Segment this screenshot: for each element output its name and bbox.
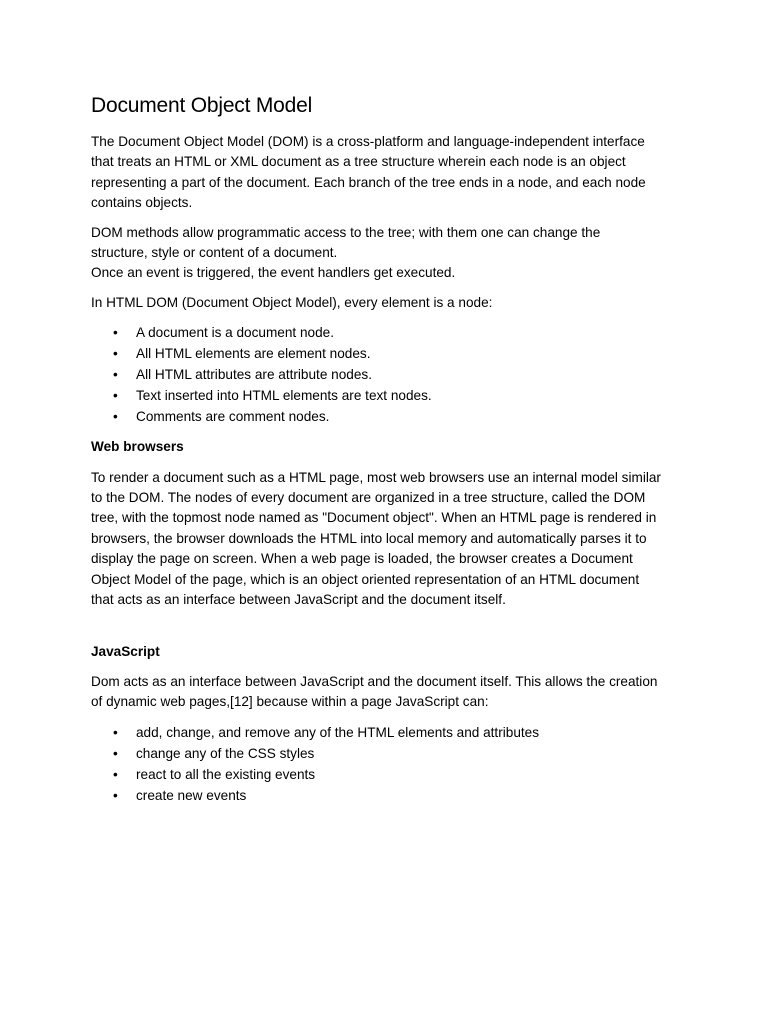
bullet-icon: •	[113, 325, 118, 341]
section-heading-javascript: JavaScript	[91, 643, 160, 659]
list-item-text: change any of the CSS styles	[136, 745, 315, 761]
methods-line: DOM methods allow programmatic access to the tree; with them one can change the	[91, 224, 601, 240]
intro-paragraph	[91, 132, 681, 214]
list-item	[91, 785, 681, 806]
list-item	[91, 722, 681, 743]
javascript-line: of dynamic web pages,[12] because within a page JavaScript can:	[91, 694, 489, 710]
bullet-icon: •	[113, 346, 118, 362]
list-item	[91, 322, 681, 343]
document-page	[91, 92, 681, 816]
web-browsers-line: that acts as an interface between JavaScript and the document itself.	[91, 592, 506, 608]
node-list	[91, 322, 681, 427]
node-intro-paragraph: In HTML DOM (Document Object Model), every element is a node:	[91, 294, 493, 310]
web-browsers-line: Object Model of the page, which is an object oriented representation of an HTML document	[91, 571, 640, 587]
list-item-text: A document is a document node.	[136, 325, 334, 341]
javascript-list	[91, 722, 681, 806]
list-item-text: add, change, and remove any of the HTML elements and attributes	[136, 724, 540, 740]
list-item	[91, 406, 681, 427]
bullet-icon: •	[113, 787, 118, 803]
web-browsers-paragraph	[91, 468, 681, 611]
bullet-icon: •	[113, 388, 118, 404]
list-item	[91, 343, 681, 364]
intro-line: that treats an HTML or XML document as a tree structure wherein each node is an object	[91, 154, 626, 170]
web-browsers-line: tree, with the topmost node named as "Document object". When an HTML page is rendered in	[91, 510, 657, 526]
intro-line: contains objects.	[91, 195, 193, 211]
page-title: Document Object Model	[91, 94, 313, 117]
web-browsers-line: To render a document such as a HTML page, most web browsers use an internal model similar	[91, 469, 661, 485]
list-item	[91, 743, 681, 764]
list-item-text: react to all the existing events	[136, 766, 316, 782]
bullet-icon: •	[113, 409, 118, 425]
list-item-text: create new events	[136, 787, 247, 803]
methods-line: Once an event is triggered, the event handlers get executed.	[91, 265, 456, 281]
list-item	[91, 385, 681, 406]
section-heading-web-browsers: Web browsers	[91, 439, 184, 455]
web-browsers-line: to the DOM. The nodes of every document are organized in a tree structure, called the DOM	[91, 490, 646, 506]
bullet-icon: •	[113, 745, 118, 761]
list-item	[91, 364, 681, 385]
javascript-paragraph	[91, 672, 681, 713]
methods-line: structure, style or content of a document.	[91, 245, 338, 261]
list-item-text: Comments are comment nodes.	[136, 409, 330, 425]
list-item-text: All HTML attributes are attribute nodes.	[136, 367, 372, 383]
list-item-text: Text inserted into HTML elements are text nodes.	[136, 388, 432, 404]
web-browsers-line: browsers, the browser downloads the HTML into local memory and automatically parses it to	[91, 530, 647, 546]
bullet-icon: •	[113, 367, 118, 383]
intro-line: representing a part of the document. Each branch of the tree ends in a node, and each node	[91, 174, 646, 190]
list-item-text: All HTML elements are element nodes.	[136, 346, 371, 362]
bullet-icon: •	[113, 766, 118, 782]
methods-paragraph	[91, 223, 681, 284]
list-item	[91, 764, 681, 785]
bullet-icon: •	[113, 724, 118, 740]
intro-line: The Document Object Model (DOM) is a cross-platform and language-independent interface	[91, 134, 645, 149]
paragraph-spacer	[91, 620, 681, 642]
web-browsers-line: display the page on screen. When a web page is loaded, the browser creates a Document	[91, 551, 633, 567]
javascript-line: Dom acts as an interface between JavaScript and the document itself. This allows the creation	[91, 673, 658, 689]
